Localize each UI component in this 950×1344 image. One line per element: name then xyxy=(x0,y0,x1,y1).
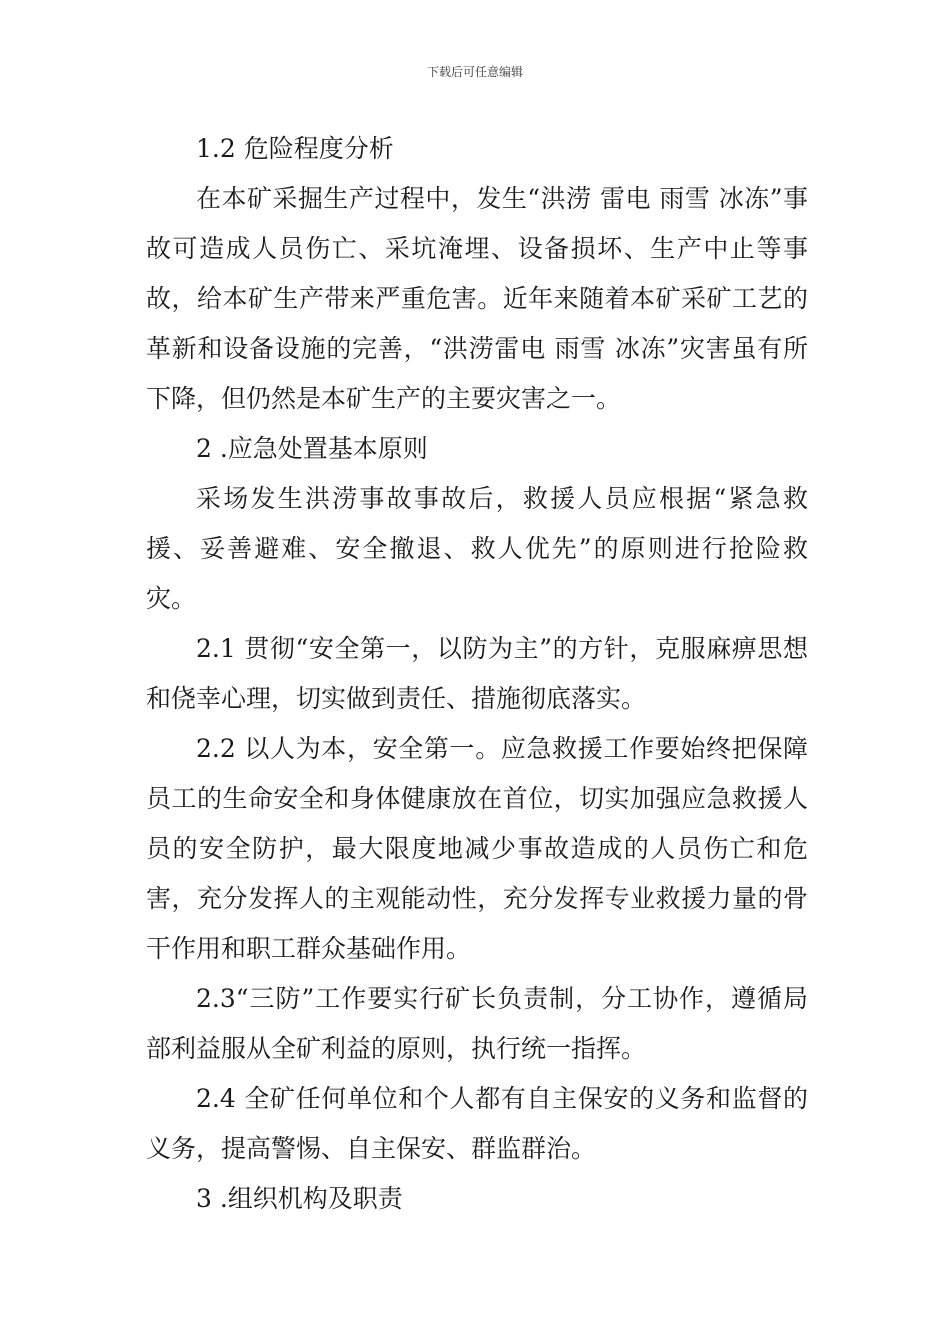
paragraph-2-2: 2.2 以人为本，安全第一。应急救援工作要始终把保障员工的生命安全和身体健康放在首位，切实加强应急救援人员的安全防护，最大限度地减少事故造成的人员伤亡和危害，充分发挥人的主观能动性，充分发挥专业救援力量的骨干作用和职工群众基础作用。 xyxy=(146,734,808,963)
section-heading-1-2: 1.2 危险程度分析 xyxy=(196,134,394,163)
paragraph-2-1: 2.1 贯彻“安全第一，以防为主”的方针，克服麻痹思想和侥幸心理，切实做到责任、措施彻底落实。 xyxy=(146,634,808,713)
paragraph-rescue-principle: 采场发生洪涝事故事故后，救援人员应根据“紧急救援、妥善避难、安全撤退、救人优先”的原则进行抢险救灾。 xyxy=(146,484,808,613)
section-heading-2: 2 .应急处置基本原则 xyxy=(196,434,428,463)
paragraph-2-3: 2.3“三防”工作要实行矿长负责制，分工协作，遵循局部利益服从全矿利益的原则，执行统一指挥。 xyxy=(146,984,808,1063)
paragraph-2-4: 2.4 全矿任何单位和个人都有自主保安的义务和监督的义务，提高警惕、自主保安、群监群治。 xyxy=(146,1084,808,1163)
document-body xyxy=(146,124,808,1224)
paragraph-hazard-analysis: 在本矿采掘生产过程中，发生“洪涝 雷电 雨雪 冰冻”事故可造成人员伤亡、采坑淹埋、设备损坏、生产中止等事故，给本矿生产带来严重危害。近年来随着本矿采矿工艺的革新和设备设施的完善，“洪涝雷电 雨雪 冰冻”灾害虽有所下降，但仍然是本矿生产的主要灾害之一。 xyxy=(146,184,808,413)
section-heading-3: 3 .组织机构及职责 xyxy=(196,1184,403,1213)
page-header: 下载后可任意编辑 xyxy=(426,65,523,79)
